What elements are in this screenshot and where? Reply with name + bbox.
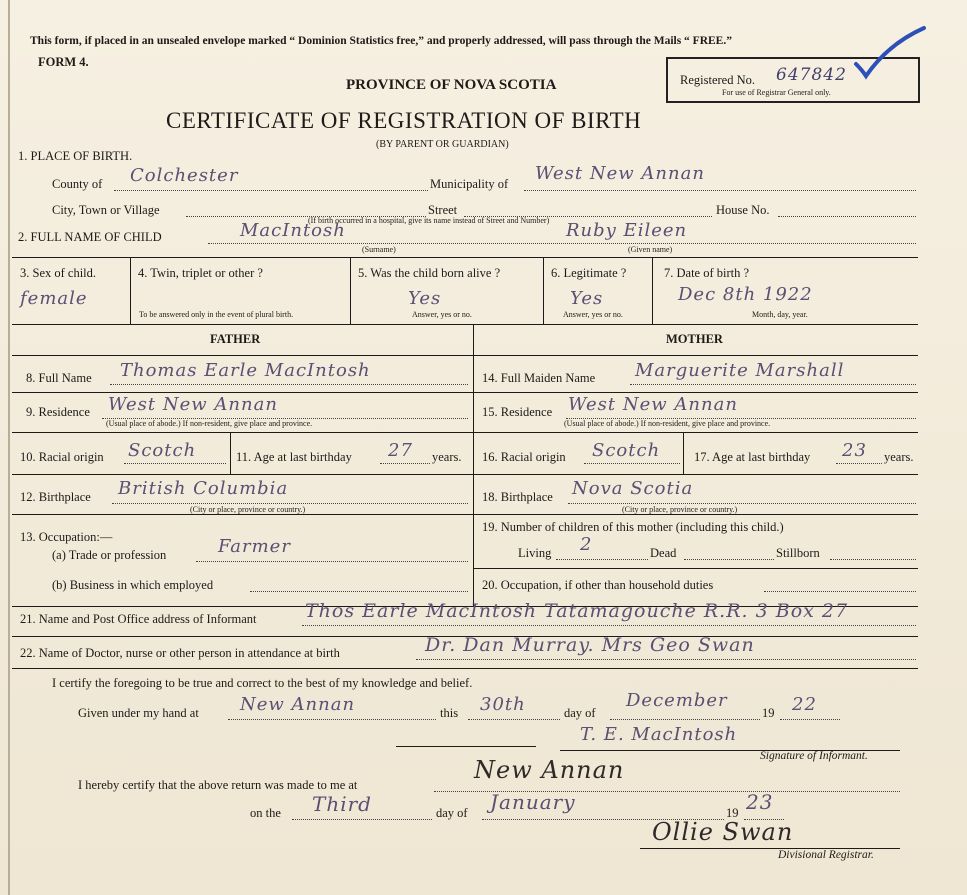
mother-name-label: 14. Full Maiden Name bbox=[482, 371, 596, 385]
checkmark-icon bbox=[848, 24, 928, 84]
father-name: Thomas Earle MacIntosh bbox=[120, 360, 371, 381]
father-age-unit: years. bbox=[432, 450, 462, 464]
registrar-year: 23 bbox=[746, 790, 774, 814]
alive-value: Yes bbox=[408, 288, 442, 309]
stillborn-label: Stillborn bbox=[776, 546, 820, 560]
mother-residence-label: 15. Residence bbox=[482, 405, 553, 419]
place-heading: 1. PLACE OF BIRTH. bbox=[18, 149, 133, 163]
doctor-value: Dr. Dan Murray. Mrs Geo Swan bbox=[425, 634, 755, 656]
day-of-label: day of bbox=[564, 706, 596, 720]
mother-name: Marguerite Marshall bbox=[635, 360, 845, 381]
children-count-label: 19. Number of children of this mother (including this child.) bbox=[482, 520, 784, 534]
informant-label: 21. Name and Post Office address of Informant bbox=[20, 612, 257, 626]
surname-note: (Surname) bbox=[362, 245, 396, 254]
father-residence: West New Annan bbox=[108, 394, 278, 415]
registrar-text: I hereby certify that the above return was made to me at bbox=[78, 778, 358, 792]
father-age: 27 bbox=[388, 440, 413, 461]
mother-residence-note: (Usual place of abode.) If non-resident, give place and province. bbox=[564, 419, 771, 428]
county-label: County of bbox=[52, 177, 103, 191]
page-edge bbox=[8, 0, 10, 895]
hospital-note: (If birth occurred in a hospital, give its name instead of Street and Number) bbox=[308, 216, 550, 225]
registrar-month: January bbox=[490, 790, 576, 814]
father-birthplace-label: 12. Birthplace bbox=[20, 490, 91, 504]
given-label: Given under my hand at bbox=[78, 706, 199, 720]
registrar-day-of-label: day of bbox=[436, 806, 468, 820]
on-the-label: on the bbox=[250, 806, 281, 820]
sex-label: 3. Sex of child. bbox=[20, 266, 97, 280]
mother-birthplace-note: (City or place, province or country.) bbox=[622, 505, 738, 514]
dead-label: Dead bbox=[650, 546, 677, 560]
child-surname: MacIntosh bbox=[240, 220, 346, 241]
city-label: City, Town or Village bbox=[52, 203, 160, 217]
living-label: Living bbox=[518, 546, 552, 560]
trade-value: Farmer bbox=[218, 536, 291, 557]
registrar-place: New Annan bbox=[474, 756, 625, 784]
mother-race-label: 16. Racial origin bbox=[482, 450, 566, 464]
province-title: PROVINCE OF NOVA SCOTIA bbox=[346, 77, 557, 93]
father-birthplace-note: (City or place, province or country.) bbox=[190, 505, 306, 514]
mother-heading: MOTHER bbox=[666, 332, 723, 346]
mother-residence: West New Annan bbox=[568, 394, 738, 415]
informant-value: Thos Earle MacIntosh Tatamagouche R.R. 3 Box 27 bbox=[305, 600, 849, 622]
legitimate-value: Yes bbox=[570, 288, 604, 309]
business-label: (b) Business in which employed bbox=[52, 578, 214, 592]
living-value: 2 bbox=[580, 534, 593, 555]
certify-text: I certify the foregoing to be true and correct to the best of my knowledge and belief. bbox=[52, 676, 473, 690]
registered-number: 647842 bbox=[776, 65, 847, 85]
father-residence-note: (Usual place of abode.) If non-resident, give place and province. bbox=[106, 419, 313, 428]
father-name-label: 8. Full Name bbox=[26, 371, 92, 385]
informant-signature-label: Signature of Informant. bbox=[760, 750, 868, 762]
father-residence-label: 9. Residence bbox=[26, 405, 90, 419]
day-value: 30th bbox=[480, 694, 526, 715]
this-label: this bbox=[440, 706, 459, 720]
municipality-value: West New Annan bbox=[535, 163, 705, 184]
given-place: New Annan bbox=[240, 694, 356, 715]
form-number: FORM 4. bbox=[38, 55, 89, 69]
father-race-label: 10. Racial origin bbox=[20, 450, 104, 464]
father-birthplace: British Columbia bbox=[118, 478, 289, 499]
given-name-note: (Given name) bbox=[628, 245, 673, 254]
mother-birthplace: Nova Scotia bbox=[572, 478, 694, 499]
legitimate-label: 6. Legitimate ? bbox=[551, 266, 627, 280]
mother-birthplace-label: 18. Birthplace bbox=[482, 490, 553, 504]
page-title: CERTIFICATE OF REGISTRATION OF BIRTH bbox=[166, 108, 642, 133]
registrar-year-prefix: 19 bbox=[726, 806, 739, 820]
month-value: December bbox=[626, 690, 728, 711]
registered-label: Registered No. bbox=[680, 73, 755, 87]
father-age-label: 11. Age at last birthday bbox=[236, 450, 352, 464]
year-prefix: 19 bbox=[762, 706, 775, 720]
municipality-label: Municipality of bbox=[430, 177, 509, 191]
dob-note: Month, day, year. bbox=[752, 310, 808, 319]
mother-occupation-label: 20. Occupation, if other than household duties bbox=[482, 578, 714, 592]
mother-age-label: 17. Age at last birthday bbox=[694, 450, 811, 464]
child-given-name: Ruby Eileen bbox=[566, 220, 688, 241]
child-name-label: 2. FULL NAME OF CHILD bbox=[18, 230, 162, 244]
year-value: 22 bbox=[792, 694, 817, 715]
trade-label: (a) Trade or profession bbox=[52, 548, 167, 562]
registrar-day: Third bbox=[312, 792, 372, 816]
legitimate-note: Answer, yes or no. bbox=[563, 310, 623, 319]
sex-value: female bbox=[20, 288, 88, 309]
dob-label: 7. Date of birth ? bbox=[664, 266, 750, 280]
father-race: Scotch bbox=[128, 440, 197, 461]
mail-notice: This form, if placed in an unsealed envelope marked “ Dominion Statistics free,” and properly addressed, will pass through the Mails “ FREE.” bbox=[30, 35, 732, 47]
mother-age: 23 bbox=[842, 440, 867, 461]
mother-age-unit: years. bbox=[884, 450, 914, 464]
father-occupation-label: 13. Occupation:— bbox=[20, 530, 113, 544]
doctor-label: 22. Name of Doctor, nurse or other person in attendance at birth bbox=[20, 646, 340, 660]
street-label: Street bbox=[428, 203, 458, 217]
father-heading: FATHER bbox=[210, 332, 261, 346]
alive-label: 5. Was the child born alive ? bbox=[358, 266, 501, 280]
twin-label: 4. Twin, triplet or other ? bbox=[138, 266, 263, 280]
informant-signature: T. E. MacIntosh bbox=[580, 724, 738, 745]
county-value: Colchester bbox=[130, 165, 239, 186]
registered-note: For use of Registrar General only. bbox=[722, 88, 831, 97]
twin-note: To be answered only in the event of plural birth. bbox=[139, 310, 294, 319]
house-label: House No. bbox=[716, 203, 770, 217]
alive-note: Answer, yes or no. bbox=[412, 310, 472, 319]
registrar-label: Divisional Registrar. bbox=[778, 849, 874, 861]
mother-race: Scotch bbox=[592, 440, 661, 461]
page-subtitle: (BY PARENT OR GUARDIAN) bbox=[376, 139, 509, 150]
dob-value: Dec 8th 1922 bbox=[678, 284, 813, 305]
registrar-signature: Ollie Swan bbox=[652, 818, 794, 846]
